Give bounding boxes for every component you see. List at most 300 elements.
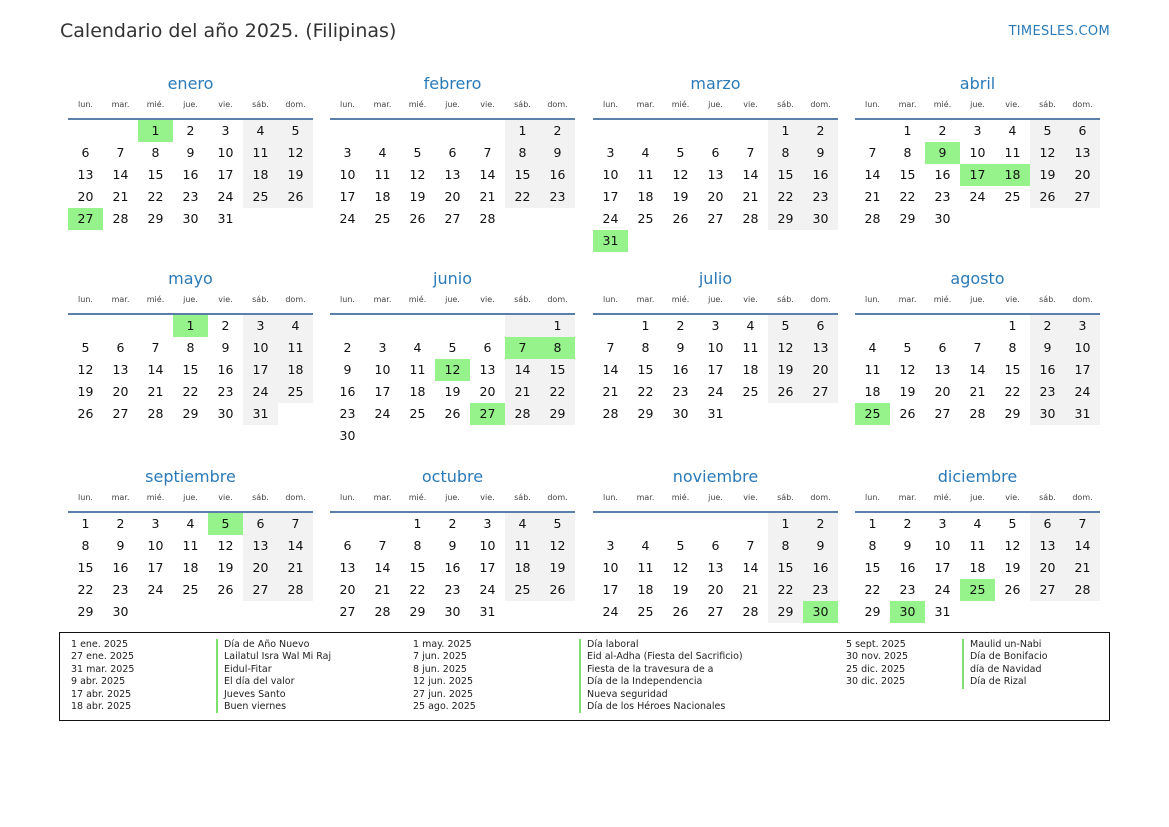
empty-cell — [330, 315, 365, 337]
day-cell: 26 — [1004, 582, 1021, 597]
day-cell: 1 — [413, 516, 422, 531]
empty-cell — [1030, 208, 1065, 230]
holiday-day-cell: 1 — [138, 120, 173, 142]
empty-cell — [995, 601, 1030, 623]
day-cell: 1 — [768, 513, 803, 535]
day-cell: 6 — [343, 538, 352, 553]
day-cell: 8 — [505, 142, 540, 164]
weekday-label: vie. — [480, 100, 495, 109]
day-cell: 17 — [602, 189, 619, 204]
empty-cell — [1030, 601, 1065, 623]
weekday-label: dom. — [547, 493, 568, 502]
weekday-label: vie. — [1005, 295, 1020, 304]
day-cell: 12 — [1004, 538, 1021, 553]
weekday-label: sáb. — [514, 100, 531, 109]
weekday-label: dom. — [810, 493, 831, 502]
empty-cell — [400, 315, 435, 337]
day-cell: 1 — [540, 315, 575, 337]
weekday-label: jue. — [708, 295, 723, 304]
weekday-label: vie. — [480, 295, 495, 304]
day-grid — [68, 513, 313, 623]
day-cell: 10 — [374, 362, 391, 377]
weekday-label: sáb. — [252, 100, 269, 109]
day-cell: 17 — [217, 167, 234, 182]
day-cell: 2 — [343, 340, 352, 355]
weekday-header — [855, 100, 1100, 120]
day-cell: 31 — [243, 403, 278, 425]
day-cell: 27 — [1065, 186, 1100, 208]
weekday-label: dom. — [1072, 295, 1093, 304]
legend-date: 27 jun. 2025 — [413, 688, 474, 700]
day-cell: 25 — [182, 582, 199, 597]
day-cell: 3 — [151, 516, 160, 531]
day-cell: 31 — [707, 406, 724, 421]
day-cell: 19 — [444, 384, 461, 399]
day-cell: 5 — [540, 513, 575, 535]
day-cell: 4 — [278, 315, 313, 337]
day-cell: 13 — [1030, 535, 1065, 557]
weekday-header — [855, 493, 1100, 513]
empty-cell — [733, 403, 768, 425]
day-cell: 26 — [217, 582, 234, 597]
day-cell: 14 — [505, 359, 540, 381]
day-cell: 20 — [339, 582, 356, 597]
day-cell: 13 — [444, 167, 461, 182]
weekday-label: vie. — [743, 295, 758, 304]
day-cell: 8 — [768, 142, 803, 164]
holiday-day-cell: 25 — [960, 579, 995, 601]
weekday-label: mié. — [146, 493, 165, 502]
weekday-label: mar. — [111, 100, 130, 109]
day-cell: 26 — [672, 211, 689, 226]
weekday-label: jue. — [708, 100, 723, 109]
empty-cell — [208, 601, 243, 623]
day-cell: 23 — [540, 186, 575, 208]
weekday-header — [68, 493, 313, 513]
day-cell: 19 — [1004, 560, 1021, 575]
day-cell: 2 — [803, 120, 838, 142]
weekday-label: vie. — [218, 295, 233, 304]
empty-cell — [663, 120, 698, 142]
day-cell: 5 — [676, 145, 685, 160]
day-grid — [330, 315, 575, 447]
day-cell: 14 — [278, 535, 313, 557]
day-cell: 6 — [1030, 513, 1065, 535]
day-cell: 8 — [641, 340, 650, 355]
day-cell: 15 — [505, 164, 540, 186]
weekday-label: lun. — [340, 100, 355, 109]
day-cell: 18 — [505, 557, 540, 579]
day-cell: 3 — [221, 123, 230, 138]
empty-cell — [68, 315, 103, 337]
day-cell: 22 — [77, 582, 94, 597]
day-cell: 25 — [243, 186, 278, 208]
legend-date: 17 abr. 2025 — [71, 688, 132, 700]
day-cell: 16 — [217, 362, 234, 377]
weekday-header — [68, 295, 313, 315]
legend-holiday-name: Nueva seguridad — [579, 689, 743, 701]
day-cell: 31 — [1065, 403, 1100, 425]
day-cell: 26 — [899, 406, 916, 421]
weekday-label: dom. — [547, 100, 568, 109]
weekday-label: jue. — [970, 100, 985, 109]
weekday-label: lun. — [603, 493, 618, 502]
month-septiembre — [68, 467, 313, 623]
day-cell: 9 — [1030, 337, 1065, 359]
day-cell: 6 — [483, 340, 492, 355]
day-cell: 24 — [934, 582, 951, 597]
day-cell: 15 — [768, 164, 803, 186]
empty-cell — [925, 315, 960, 337]
day-cell: 19 — [540, 557, 575, 579]
day-grid — [593, 513, 838, 623]
legend-date: 1 ene. 2025 — [71, 639, 128, 650]
day-cell: 18 — [637, 189, 654, 204]
day-cell: 28 — [602, 406, 619, 421]
day-cell: 8 — [413, 538, 422, 553]
day-cell: 27 — [444, 211, 461, 226]
day-cell: 19 — [77, 384, 94, 399]
empty-cell — [698, 120, 733, 142]
day-cell: 28 — [742, 211, 759, 226]
day-cell: 25 — [374, 211, 391, 226]
day-cell: 7 — [378, 538, 387, 553]
day-cell: 20 — [934, 384, 951, 399]
day-cell: 22 — [1004, 384, 1021, 399]
weekday-label: dom. — [285, 493, 306, 502]
day-cell: 10 — [602, 167, 619, 182]
weekday-label: dom. — [285, 100, 306, 109]
day-cell: 2 — [448, 516, 457, 531]
month-name: abril — [959, 74, 996, 93]
day-cell: 3 — [1065, 315, 1100, 337]
day-cell: 8 — [868, 538, 877, 553]
day-cell: 4 — [1008, 123, 1017, 138]
day-cell: 5 — [81, 340, 90, 355]
day-cell: 11 — [637, 560, 654, 575]
day-cell: 10 — [479, 538, 496, 553]
day-cell: 23 — [803, 579, 838, 601]
empty-cell — [593, 513, 628, 535]
weekday-label: dom. — [285, 295, 306, 304]
day-cell: 19 — [1030, 164, 1065, 186]
day-cell: 23 — [339, 406, 356, 421]
day-cell: 25 — [409, 406, 426, 421]
empty-cell — [243, 208, 278, 230]
weekday-label: mié. — [408, 493, 427, 502]
holiday-day-cell: 25 — [855, 403, 890, 425]
empty-cell — [103, 315, 138, 337]
day-cell: 18 — [374, 189, 391, 204]
day-cell: 12 — [77, 362, 94, 377]
holiday-day-cell: 9 — [925, 142, 960, 164]
day-cell: 5 — [768, 315, 803, 337]
legend-dates-column — [71, 639, 134, 713]
empty-cell — [960, 601, 995, 623]
day-cell: 29 — [182, 406, 199, 421]
weekday-label: mié. — [146, 100, 165, 109]
day-cell: 8 — [903, 145, 912, 160]
day-cell: 19 — [278, 164, 313, 186]
day-cell: 4 — [413, 340, 422, 355]
day-cell: 5 — [278, 120, 313, 142]
day-cell: 24 — [602, 211, 619, 226]
day-grid — [855, 315, 1100, 425]
day-cell: 16 — [182, 167, 199, 182]
day-cell: 29 — [147, 211, 164, 226]
month-name: marzo — [690, 74, 741, 93]
day-cell: 21 — [1065, 557, 1100, 579]
day-cell: 21 — [742, 582, 759, 597]
day-cell: 6 — [1065, 120, 1100, 142]
day-cell: 7 — [746, 538, 755, 553]
empty-cell — [698, 230, 733, 252]
day-cell: 29 — [409, 604, 426, 619]
brand-link[interactable]: TIMESLES.COM — [1008, 24, 1110, 39]
empty-cell — [890, 315, 925, 337]
day-cell: 13 — [1065, 142, 1100, 164]
day-cell: 23 — [803, 186, 838, 208]
day-cell: 29 — [77, 604, 94, 619]
day-cell: 30 — [934, 211, 951, 226]
legend-holiday-name: Jueves Santo — [216, 689, 331, 701]
day-grid — [855, 120, 1100, 230]
day-cell: 17 — [602, 582, 619, 597]
legend-names-column — [962, 639, 1048, 689]
weekday-header — [593, 295, 838, 315]
day-cell: 21 — [112, 189, 129, 204]
day-cell: 18 — [969, 560, 986, 575]
weekday-header — [330, 493, 575, 513]
month-diciembre — [855, 467, 1100, 623]
day-cell: 2 — [116, 516, 125, 531]
weekday-label: jue. — [970, 295, 985, 304]
empty-cell — [400, 425, 435, 447]
day-cell: 9 — [186, 145, 195, 160]
day-cell: 10 — [1065, 337, 1100, 359]
holiday-day-cell: 7 — [505, 337, 540, 359]
day-cell: 20 — [707, 189, 724, 204]
legend-holiday-name: Día de la Independencia — [579, 676, 743, 688]
day-cell: 12 — [540, 535, 575, 557]
empty-cell — [768, 403, 803, 425]
day-cell: 6 — [448, 145, 457, 160]
day-cell: 24 — [217, 189, 234, 204]
day-cell: 19 — [672, 582, 689, 597]
day-cell: 19 — [672, 189, 689, 204]
legend-date: 25 dic. 2025 — [846, 663, 906, 675]
day-cell: 31 — [479, 604, 496, 619]
day-cell: 20 — [112, 384, 129, 399]
day-cell: 11 — [182, 538, 199, 553]
weekday-label: sáb. — [777, 100, 794, 109]
day-cell: 27 — [112, 406, 129, 421]
day-cell: 21 — [505, 381, 540, 403]
empty-cell — [505, 425, 540, 447]
day-cell: 7 — [278, 513, 313, 535]
day-cell: 20 — [707, 582, 724, 597]
day-cell: 29 — [899, 211, 916, 226]
day-cell: 4 — [378, 145, 387, 160]
day-cell: 27 — [707, 604, 724, 619]
day-cell: 23 — [217, 384, 234, 399]
empty-cell — [855, 120, 890, 142]
day-cell: 9 — [540, 142, 575, 164]
empty-cell — [540, 425, 575, 447]
day-grid — [68, 315, 313, 425]
empty-cell — [960, 315, 995, 337]
day-cell: 17 — [479, 560, 496, 575]
legend-date: 30 nov. 2025 — [846, 651, 909, 663]
day-cell: 30 — [1030, 403, 1065, 425]
day-cell: 10 — [707, 340, 724, 355]
day-cell: 11 — [1004, 145, 1021, 160]
day-grid — [593, 120, 838, 252]
day-cell: 9 — [448, 538, 457, 553]
day-cell: 14 — [479, 167, 496, 182]
day-cell: 12 — [409, 167, 426, 182]
empty-cell — [435, 425, 470, 447]
day-cell: 7 — [151, 340, 160, 355]
month-name: septiembre — [145, 467, 236, 486]
day-cell: 24 — [969, 189, 986, 204]
empty-cell — [1065, 208, 1100, 230]
day-cell: 17 — [934, 560, 951, 575]
day-cell: 10 — [217, 145, 234, 160]
weekday-label: mié. — [933, 493, 952, 502]
day-cell: 28 — [505, 403, 540, 425]
day-cell: 8 — [1008, 340, 1017, 355]
month-julio — [593, 269, 838, 425]
day-cell: 29 — [768, 208, 803, 230]
day-cell: 15 — [1004, 362, 1021, 377]
legend-holiday-name: Lailatul Isra Wal Mi Raj — [216, 651, 331, 663]
empty-cell — [173, 601, 208, 623]
day-cell: 29 — [1004, 406, 1021, 421]
day-cell: 15 — [637, 362, 654, 377]
weekday-label: mié. — [408, 100, 427, 109]
day-cell: 23 — [182, 189, 199, 204]
legend-date: 8 jun. 2025 — [413, 663, 467, 675]
empty-cell — [365, 513, 400, 535]
weekday-label: vie. — [218, 100, 233, 109]
day-cell: 14 — [1065, 535, 1100, 557]
legend-holiday-name: Eidul-Fitar — [216, 664, 331, 676]
day-cell: 13 — [479, 362, 496, 377]
legend-date: 18 abr. 2025 — [71, 700, 132, 712]
day-cell: 28 — [1065, 579, 1100, 601]
day-cell: 22 — [540, 381, 575, 403]
day-cell: 6 — [243, 513, 278, 535]
empty-cell — [663, 513, 698, 535]
weekday-label: mié. — [671, 493, 690, 502]
day-cell: 6 — [116, 340, 125, 355]
weekday-label: jue. — [445, 295, 460, 304]
weekday-label: sáb. — [1039, 295, 1056, 304]
day-cell: 17 — [147, 560, 164, 575]
empty-cell — [365, 120, 400, 142]
day-cell: 27 — [934, 406, 951, 421]
weekday-label: mar. — [898, 493, 917, 502]
day-cell: 28 — [742, 604, 759, 619]
weekday-label: sáb. — [1039, 493, 1056, 502]
day-cell: 16 — [934, 167, 951, 182]
day-cell: 23 — [112, 582, 129, 597]
weekday-label: lun. — [340, 295, 355, 304]
month-name: diciembre — [937, 467, 1018, 486]
day-cell: 25 — [637, 604, 654, 619]
month-name: julio — [698, 269, 733, 288]
day-cell: 26 — [278, 186, 313, 208]
day-cell: 4 — [973, 516, 982, 531]
day-cell: 24 — [339, 211, 356, 226]
day-cell: 18 — [742, 362, 759, 377]
day-cell: 11 — [505, 535, 540, 557]
weekday-label: sáb. — [514, 493, 531, 502]
empty-cell — [278, 601, 313, 623]
weekday-label: jue. — [708, 493, 723, 502]
day-cell: 9 — [803, 535, 838, 557]
legend-date: 5 sept. 2025 — [846, 639, 906, 650]
day-cell: 18 — [637, 582, 654, 597]
weekday-label: sáb. — [777, 295, 794, 304]
day-cell: 12 — [672, 560, 689, 575]
day-cell: 4 — [641, 538, 650, 553]
day-cell: 21 — [479, 189, 496, 204]
day-cell: 16 — [803, 557, 838, 579]
day-cell: 5 — [1008, 516, 1017, 531]
empty-cell — [278, 208, 313, 230]
day-cell: 27 — [243, 579, 278, 601]
day-cell: 23 — [444, 582, 461, 597]
day-cell: 10 — [969, 145, 986, 160]
day-cell: 15 — [864, 560, 881, 575]
day-cell: 7 — [483, 145, 492, 160]
day-cell: 21 — [742, 189, 759, 204]
weekday-label: vie. — [1005, 493, 1020, 502]
legend-holiday-name: El día del valor — [216, 676, 331, 688]
day-cell: 26 — [540, 579, 575, 601]
day-cell: 21 — [278, 557, 313, 579]
empty-cell — [365, 425, 400, 447]
day-cell: 10 — [934, 538, 951, 553]
day-cell: 10 — [339, 167, 356, 182]
legend-holiday-name: Día de Rizal — [962, 676, 1048, 688]
day-cell: 15 — [147, 167, 164, 182]
weekday-label: mar. — [636, 100, 655, 109]
day-cell: 18 — [278, 359, 313, 381]
day-cell: 2 — [938, 123, 947, 138]
day-cell: 25 — [278, 381, 313, 403]
legend-holiday-name: Día de Año Nuevo — [216, 639, 331, 651]
day-cell: 22 — [768, 186, 803, 208]
holiday-day-cell: 27 — [68, 208, 103, 230]
day-cell: 24 — [602, 604, 619, 619]
day-cell: 14 — [112, 167, 129, 182]
day-cell: 23 — [899, 582, 916, 597]
month-junio — [330, 269, 575, 447]
day-cell: 6 — [803, 315, 838, 337]
weekday-label: dom. — [547, 295, 568, 304]
day-cell: 23 — [934, 189, 951, 204]
day-cell: 24 — [374, 406, 391, 421]
day-cell: 2 — [221, 318, 230, 333]
day-cell: 22 — [147, 189, 164, 204]
day-cell: 31 — [217, 211, 234, 226]
day-cell: 2 — [186, 123, 195, 138]
day-cell: 21 — [969, 384, 986, 399]
holiday-day-cell: 1 — [173, 315, 208, 337]
